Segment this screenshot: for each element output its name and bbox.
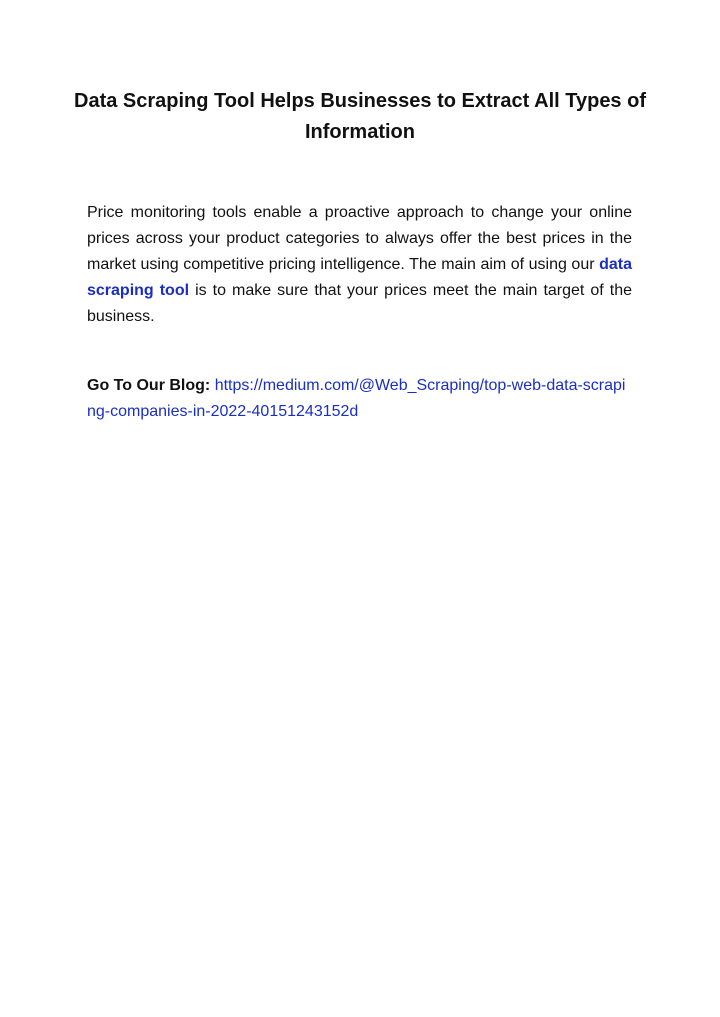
- data-scraping-tool-link[interactable]: data scraping tool: [87, 256, 632, 299]
- blog-url-link[interactable]: https://medium.com/@Web_Scraping/top-web-data-scraping-companies-in-2022-40151243152d: [87, 377, 626, 420]
- blog-label: Go To Our Blog:: [87, 377, 211, 394]
- paragraph-text-after-link: is to make sure that your prices meet the main target of the business.: [87, 282, 633, 325]
- body-paragraph: [87, 200, 632, 330]
- blog-line: [87, 373, 632, 425]
- paragraph-text-before-link: Price monitoring tools enable a proactive approach to change your online prices across your product categories to always offer the best prices in the market using competitive pricing intelligence. The main aim of using our: [87, 204, 632, 273]
- page-title: Data Scraping Tool Helps Businesses to Extract All Types of Information: [74, 90, 646, 143]
